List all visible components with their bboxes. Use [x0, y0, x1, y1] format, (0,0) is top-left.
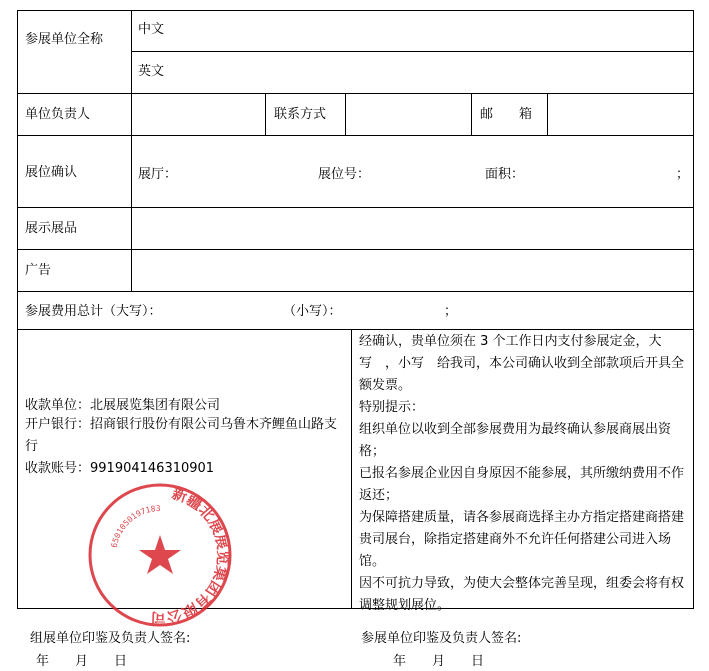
area-end-mark: ；: [676, 167, 690, 182]
row-divider: [17, 207, 694, 208]
col-divider: [265, 93, 266, 135]
english-label: 英文: [138, 64, 165, 79]
payee-line: 收款单位：北展展览集团有限公司: [25, 398, 221, 413]
label-column-divider: [131, 10, 132, 291]
col-divider: [471, 93, 472, 135]
total-end-mark: ；: [444, 304, 458, 319]
confirm-text: 经确认，贵单位须在 3 个工作日内支付参展定金，大写 ，小写 给我司，本公司确认收到全部款项后开具全额发票。: [359, 334, 685, 393]
booth-number-label: 展位号：: [318, 167, 371, 182]
notice-item: 已报名参展企业因自身原因不能参展，其所缴纳费用不作返还；: [359, 466, 685, 503]
notice-item: 组织单位以收到全部参展费用为最终确认参展商展出资格；: [359, 422, 672, 459]
row-divider: [17, 249, 694, 250]
col-divider: [345, 93, 346, 135]
contact-label: 联系方式: [274, 107, 327, 122]
name-inner-divider: [131, 51, 694, 52]
chinese-label: 中文: [138, 22, 165, 37]
total-fee-label: 参展费用总计（大写）：: [25, 304, 162, 319]
exhibitor-name-label: 参展单位全称: [25, 32, 104, 47]
exhibits-label: 展示展品: [25, 221, 78, 236]
notice-title: 特别提示：: [359, 400, 425, 415]
account-line: 收款账号：991904146310901: [25, 461, 215, 476]
organizer-date: 年 月 日: [36, 654, 128, 669]
seal-number: 6501050197183: [109, 503, 161, 549]
notice-block: [359, 331, 687, 617]
row-divider: [17, 329, 694, 330]
bank-line: 开户银行：招商银行股份有限公司乌鲁木齐鲤鱼山路支行: [25, 417, 338, 454]
payment-column-divider: [351, 329, 352, 608]
star-icon: [139, 535, 181, 574]
notice-item: 为保障搭建质量，请各参展商选择主办方指定搭建商搭建贵司展台，除指定搭建商外不允许任何搭建公司进入场馆。: [359, 510, 685, 569]
area-label: 面积：: [485, 167, 525, 182]
notice-item: 因不可抗力导致，为使大会整体完善呈现，组委会将有权调整规划展位。: [359, 576, 685, 613]
person-in-charge-label: 单位负责人: [25, 107, 91, 122]
row-divider: [17, 93, 694, 94]
table-top-border: [17, 10, 694, 11]
row-divider: [17, 291, 694, 292]
organizer-signature-label: 组展单位印鉴及负责人签名:: [30, 631, 191, 646]
table-left-border: [17, 10, 18, 609]
col-divider: [547, 93, 548, 135]
seal-text: 新疆北展展览集团有限公司: [150, 484, 233, 628]
table-right-border: [693, 10, 694, 609]
booth-confirm-label: 展位确认: [25, 165, 78, 180]
row-divider: [17, 135, 694, 136]
company-seal: [85, 480, 235, 630]
hall-label: 展厅：: [138, 167, 178, 182]
exhibitor-signature-label: 参展单位印鉴及负责人签名:: [361, 631, 522, 646]
email-label: 邮 箱: [480, 107, 533, 122]
exhibitor-date: 年 月 日: [393, 654, 485, 669]
ads-label: 广告: [25, 263, 52, 278]
lowercase-fee-label: （小写）：: [283, 304, 342, 319]
